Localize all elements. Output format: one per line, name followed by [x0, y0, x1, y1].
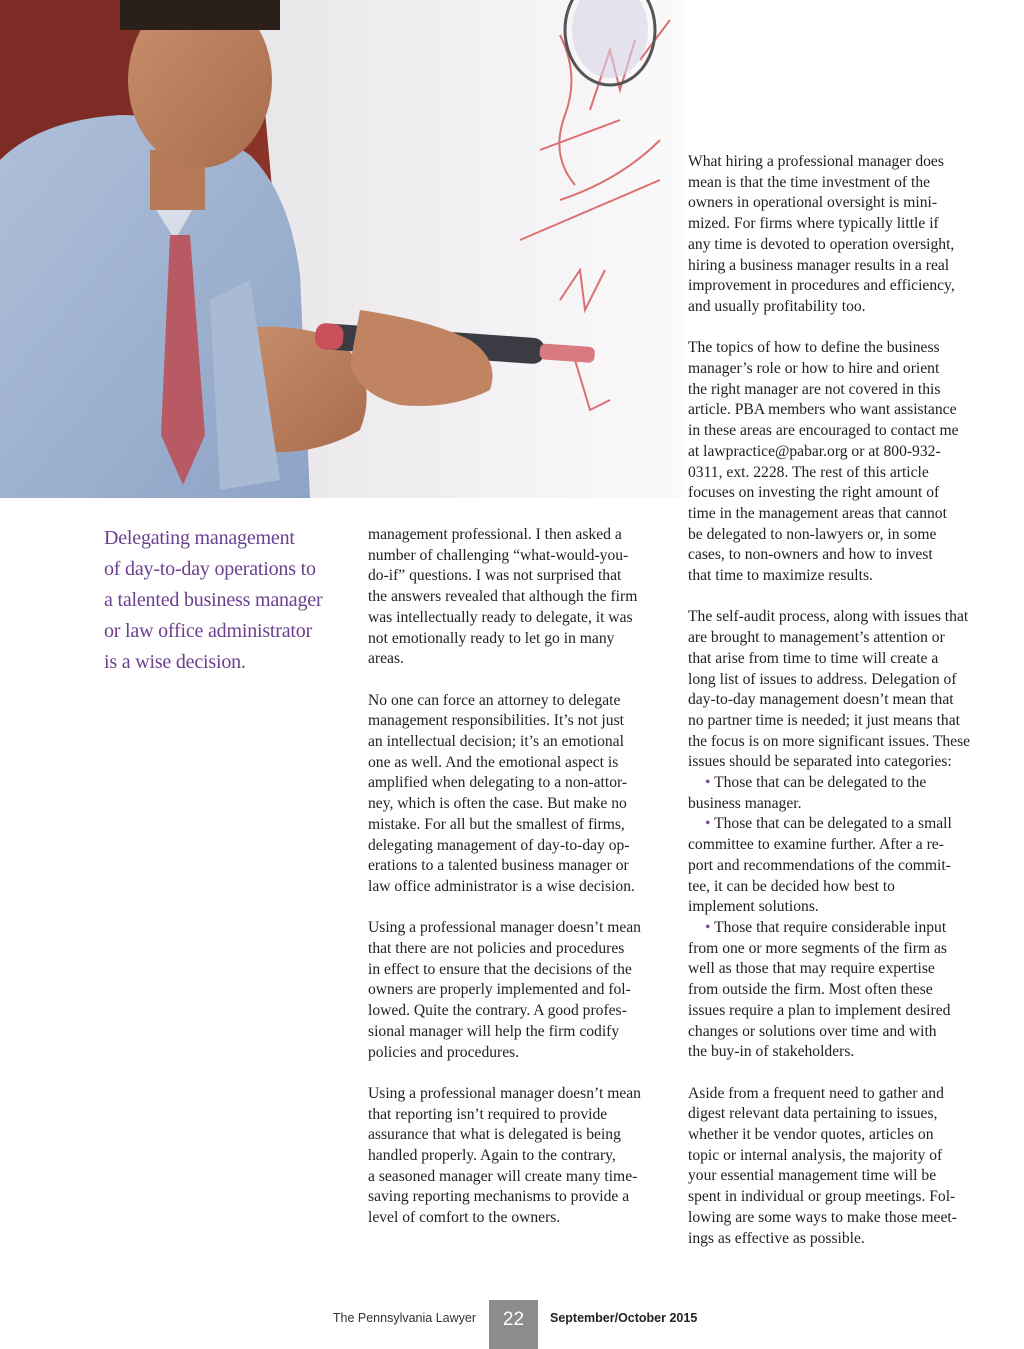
text-line: be delegated to non-lawyers or, in some: [688, 525, 937, 543]
page-number: 22: [502, 1309, 525, 1330]
pull-quote-line: a talented business manager: [104, 589, 323, 611]
text-line: mistake. For all but the smallest of firms,: [368, 815, 625, 833]
text-line: The self-audit process, along with issues that: [688, 608, 969, 626]
text-line: the buy-in of stakeholders.: [688, 1043, 855, 1061]
paragraph: [688, 1084, 988, 1250]
bullet-item: [688, 918, 988, 939]
text-line: owners are properly implemented and fol-: [368, 981, 631, 999]
paragraph: [368, 1084, 660, 1229]
text-line: owners in operational oversight is mini-: [688, 194, 938, 212]
paragraph: [368, 525, 660, 670]
text-line: from one or more segments of the firm as: [688, 939, 947, 957]
text-line: that time to maximize results.: [688, 567, 873, 585]
text-line: digest relevant data pertaining to issues,: [688, 1105, 938, 1123]
text-line: an intellectual decision; it’s an emotional: [368, 733, 624, 751]
text-line: article. PBA members who want assistance: [688, 401, 957, 419]
text-line: number of challenging “what-would-you-: [368, 546, 629, 564]
text-line: the focus is on more significant issues. These: [688, 732, 971, 750]
text-line: and usually profitability too.: [688, 297, 866, 315]
text-line: What hiring a professional manager does: [688, 153, 944, 170]
page-number-box: [489, 1300, 538, 1349]
text-line: erations to a talented business manager or: [368, 857, 629, 875]
text-line: No one can force an attorney to delegate: [368, 691, 621, 709]
text-line: port and recommendations of the commit-: [688, 856, 951, 874]
text-line: manager’s role or how to hire and orient: [688, 360, 940, 378]
text-line: day-to-day management doesn’t mean that: [688, 691, 954, 709]
text-line: your essential management time will be: [688, 1167, 937, 1185]
text-line: saving reporting mechanisms to provide a: [368, 1188, 630, 1206]
pull-quote-line: of day-to-day operations to: [104, 558, 316, 580]
text-line: Using a professional manager doesn’t mean: [368, 919, 641, 937]
text-line: one as well. And the emotional aspect is: [368, 753, 619, 771]
pull-quote: [104, 523, 354, 678]
bullet-list: [688, 773, 988, 1063]
header-photo: [0, 0, 684, 498]
text-line: policies and procedures.: [368, 1043, 520, 1061]
text-line: topic or internal analysis, the majority of: [688, 1146, 943, 1164]
bullet-item: [688, 814, 988, 835]
bullet-icon: •: [705, 918, 711, 936]
paragraph: [688, 338, 988, 586]
text-line: level of comfort to the owners.: [368, 1209, 561, 1227]
bullet-icon: •: [705, 774, 711, 792]
text-line: business manager.: [688, 794, 802, 812]
paragraph: [368, 691, 660, 898]
text-line: that arise from time to time will create a: [688, 649, 939, 667]
text-line: well as those that may require expertise: [688, 960, 935, 978]
text-line: tee, it can be decided how best to: [688, 877, 895, 895]
page-footer: [0, 1300, 1024, 1349]
text-line: not emotionally ready to let go in many: [368, 629, 615, 647]
text-line: no partner time is needed; it just means that: [688, 711, 960, 729]
text-line: ney, which is often the case. But make no: [368, 795, 627, 813]
paragraph: [688, 152, 988, 318]
text-line: that there are not policies and procedures: [368, 940, 625, 958]
article-column-right: [688, 152, 988, 1270]
text-line: Using a professional manager doesn’t mean: [368, 1084, 641, 1102]
pull-quote-line: is a wise decision.: [104, 651, 246, 673]
text-line: in these areas are encouraged to contact me: [688, 422, 959, 440]
text-line: spent in individual or group meetings. Fol-: [688, 1188, 956, 1206]
text-line: implement solutions.: [688, 898, 819, 916]
text-line: whether it be vendor quotes, articles on: [688, 1126, 934, 1143]
text-line: a seasoned manager will create many time-: [368, 1167, 638, 1185]
text-line: law office administrator is a wise decision.: [368, 877, 635, 895]
text-line: from outside the firm. Most often these: [688, 981, 933, 999]
text-line: handled properly. Again to the contrary,: [368, 1147, 616, 1165]
pull-quote-line: or law office administrator: [104, 620, 313, 642]
text-line: assurance that what is delegated is being: [368, 1126, 621, 1144]
text-line: mean is that the time investment of the: [688, 173, 931, 191]
text-line: focuses on investing the right amount of: [688, 484, 940, 502]
text-line: issues should be separated into categories:: [688, 753, 952, 771]
issue-date: September/October 2015: [550, 1311, 698, 1325]
text-line: changes or solutions over time and with: [688, 1022, 937, 1040]
bullet-text: Those that can be delegated to the: [710, 774, 927, 792]
text-line: are brought to management’s attention or: [688, 629, 945, 647]
text-line: hiring a business manager results in a real: [688, 256, 950, 274]
text-line: any time is devoted to operation oversight,: [688, 235, 955, 253]
text-line: issues require a plan to implement desired: [688, 1001, 951, 1019]
text-line: The topics of how to define the business: [688, 339, 940, 357]
publication-name: The Pennsylvania Lawyer: [332, 1311, 476, 1325]
text-line: time in the management areas that cannot: [688, 504, 947, 522]
bullet-icon: •: [705, 815, 711, 833]
bullet-item: [688, 773, 988, 794]
man-writing-on-whiteboard-image: [0, 0, 684, 498]
text-line: improvement in procedures and efficiency,: [688, 277, 955, 295]
paragraph: [688, 607, 988, 773]
text-line: sional manager will help the firm codify: [368, 1022, 620, 1040]
text-line: lowing are some ways to make those meet-: [688, 1208, 957, 1226]
text-line: mized. For firms where typically little if: [688, 215, 939, 233]
text-line: was intellectually ready to delegate, it was: [368, 608, 633, 626]
pull-quote-line: Delegating management: [104, 527, 295, 549]
text-line: delegating management of day-to-day op-: [368, 836, 630, 854]
text-line: areas.: [368, 650, 404, 668]
bullet-text: Those that require considerable input: [710, 918, 947, 936]
text-line: committee to examine further. After a re-: [688, 836, 944, 854]
text-line: that reporting isn’t required to provide: [368, 1105, 608, 1123]
text-line: amplified when delegating to a non-attor-: [368, 774, 628, 792]
bullet-text: Those that can be delegated to a small: [710, 815, 952, 833]
text-line: 0311, ext. 2228. The rest of this article: [688, 463, 929, 481]
text-line: cases, to non-owners and how to invest: [688, 546, 933, 564]
text-line: lowed. Quite the contrary. A good profes-: [368, 1002, 627, 1020]
text-line: do-if” questions. I was not surprised that: [368, 567, 622, 585]
text-line: management responsibilities. It’s not just: [368, 712, 624, 730]
article-column-middle: [368, 525, 660, 1250]
text-line: ings as effective as possible.: [688, 1229, 865, 1247]
text-line: long list of issues to address. Delegation of: [688, 670, 957, 688]
text-line: in effect to ensure that the decisions of the: [368, 960, 632, 978]
text-line: the answers revealed that although the firm: [368, 588, 638, 606]
text-line: the right manager are not covered in this: [688, 380, 941, 398]
text-line: management professional. I then asked a: [368, 526, 622, 543]
text-line: Aside from a frequent need to gather and: [688, 1084, 944, 1102]
paragraph: [368, 918, 660, 1063]
text-line: at lawpractice@pabar.org or at 800-932-: [688, 442, 941, 460]
